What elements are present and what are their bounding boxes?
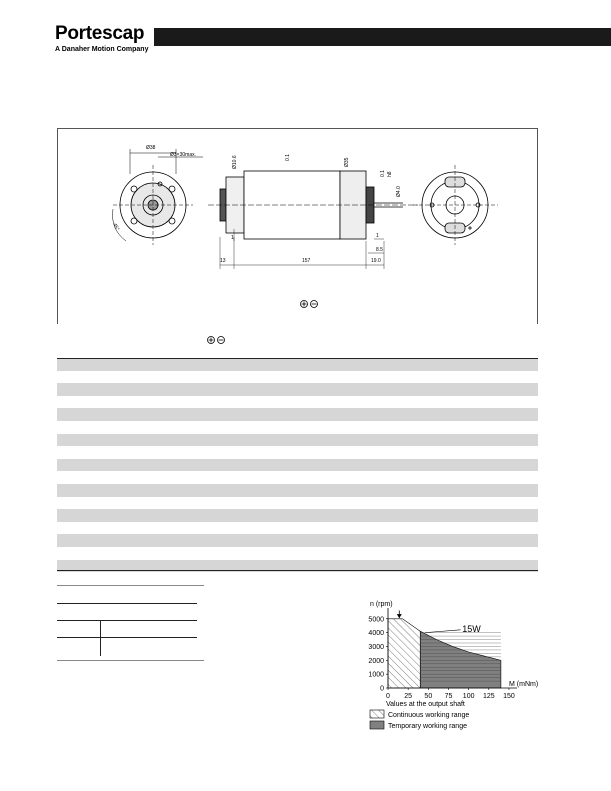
y-tick-label: 3000 — [368, 643, 384, 651]
table-row — [57, 421, 538, 434]
table-row — [57, 547, 538, 560]
dim-len-small2: 1 — [376, 233, 379, 239]
connection-symbol-icon — [301, 301, 318, 308]
dim-len-left: 13 — [220, 258, 226, 264]
y-tick-label: 2000 — [368, 657, 384, 665]
legend-label: Continuous working range — [388, 712, 470, 719]
polarity-symbol-icon — [205, 334, 229, 346]
dim-len-small3: 1 — [231, 235, 234, 241]
temporary-range-area — [420, 631, 501, 688]
dim-d-body: Ø35 — [344, 157, 350, 167]
chart-caption: Values at the output shaft — [386, 701, 465, 708]
y-tick-label: 5000 — [368, 616, 384, 624]
option-table — [57, 585, 204, 661]
rear-view — [413, 165, 498, 245]
table-row — [57, 371, 538, 384]
legend-label: Temporary working range — [388, 723, 467, 730]
dimension-drawing — [57, 128, 538, 324]
front-view — [113, 149, 203, 245]
y-tick-label: 0 — [380, 685, 384, 693]
dim-len-total: 157 — [302, 258, 311, 264]
legend-swatch — [370, 721, 384, 729]
x-tick-label: 150 — [503, 693, 515, 700]
table-row — [57, 408, 538, 421]
drawing-svg — [58, 129, 539, 325]
dim-d-small: Ø3×30max. — [170, 152, 196, 158]
dim-angle: 45° — [111, 222, 121, 232]
table-row — [57, 383, 538, 396]
table-row — [57, 509, 538, 522]
brand-tagline: A Danaher Motion Company — [55, 46, 149, 53]
dim-len-right: 19.0 — [371, 258, 381, 264]
dim-d-front: Ø10.6 — [232, 155, 238, 169]
table-row — [57, 471, 538, 484]
brand-logo — [55, 24, 148, 54]
table-row — [57, 446, 538, 459]
y-tick-label: 1000 — [368, 671, 384, 679]
x-tick-label: 75 — [444, 693, 453, 700]
dim-d-top: 0.1 — [285, 154, 291, 161]
x-tick-label: 25 — [404, 693, 413, 700]
arrow-head-icon — [397, 614, 402, 618]
dim-d-shaft: Ø4.0 — [396, 186, 402, 197]
table-row — [57, 522, 538, 535]
power-label: 15W — [462, 623, 481, 634]
x-axis-label: M (mNm) — [509, 681, 539, 688]
y-axis-label: n (rpm) — [370, 601, 393, 608]
table-row — [57, 434, 538, 447]
table-bottom-rule — [57, 570, 538, 571]
specification-table — [57, 358, 538, 572]
header-bar — [154, 28, 611, 46]
table-row — [57, 358, 538, 371]
plot-area — [368, 601, 538, 730]
dim-d-left: Ø38 — [146, 145, 156, 151]
x-tick-label: 125 — [482, 693, 495, 700]
table-row — [57, 396, 538, 409]
speed-torque-chart — [350, 590, 539, 738]
power-pointer-line — [425, 630, 460, 633]
dim-d-s1: 0.1 — [380, 170, 386, 177]
brand-name: Portescap — [55, 23, 145, 44]
x-tick-label: 50 — [424, 693, 433, 700]
side-view — [208, 171, 418, 269]
x-tick-label: 100 — [462, 693, 475, 700]
table-row — [57, 497, 538, 510]
continuous-range-area — [388, 619, 420, 688]
y-tick-label: 4000 — [368, 630, 384, 638]
legend-swatch — [370, 710, 384, 718]
table-row — [57, 534, 538, 547]
dim-d-s2: h8 — [387, 171, 393, 177]
x-tick-label: 0 — [386, 693, 390, 700]
table-row — [57, 459, 538, 472]
dim-len-small1: 8.5 — [376, 247, 383, 253]
table-row — [57, 484, 538, 497]
